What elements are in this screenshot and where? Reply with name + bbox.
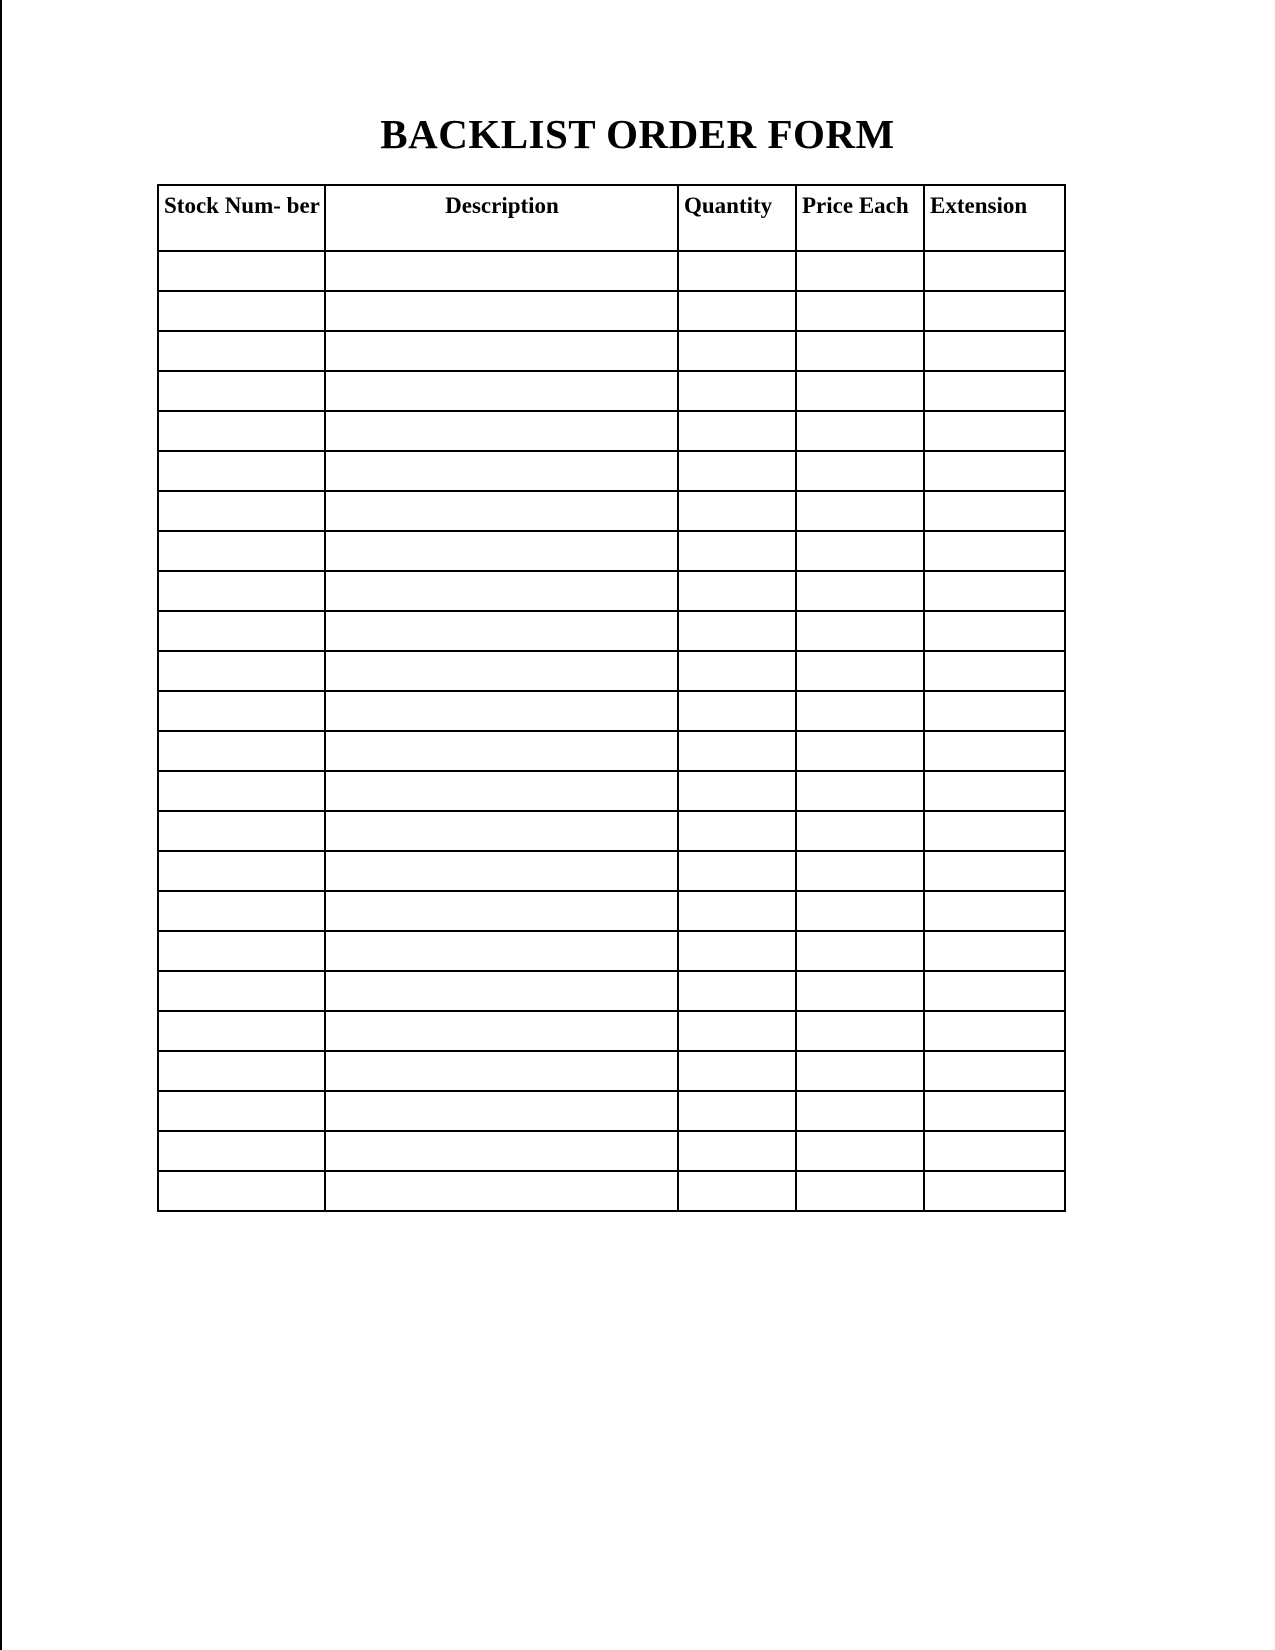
price-each-cell[interactable] xyxy=(796,611,924,651)
price-each-cell[interactable] xyxy=(796,811,924,851)
column-header-price-each: Price Each xyxy=(796,185,924,251)
description-cell[interactable] xyxy=(325,331,678,371)
price-each-cell[interactable] xyxy=(796,851,924,891)
price-each-cell[interactable] xyxy=(796,371,924,411)
description-cell[interactable] xyxy=(325,611,678,651)
price-each-cell[interactable] xyxy=(796,1011,924,1051)
description-cell[interactable] xyxy=(325,971,678,1011)
price-each-cell[interactable] xyxy=(796,1051,924,1091)
extension-cell[interactable] xyxy=(924,531,1065,571)
quantity-cell[interactable] xyxy=(678,571,796,611)
order-table xyxy=(157,184,1066,1212)
quantity-cell[interactable] xyxy=(678,331,796,371)
description-cell[interactable] xyxy=(325,731,678,771)
order-row xyxy=(158,411,1065,451)
stock-number-cell[interactable] xyxy=(158,691,325,731)
description-cell[interactable] xyxy=(325,1051,678,1091)
order-row xyxy=(158,811,1065,851)
quantity-cell[interactable] xyxy=(678,1051,796,1091)
quantity-cell[interactable] xyxy=(678,611,796,651)
order-row xyxy=(158,1131,1065,1171)
extension-cell[interactable] xyxy=(924,1011,1065,1051)
quantity-cell[interactable] xyxy=(678,891,796,931)
order-row xyxy=(158,851,1065,891)
order-row xyxy=(158,651,1065,691)
order-row xyxy=(158,611,1065,651)
quantity-cell[interactable] xyxy=(678,691,796,731)
quantity-cell[interactable] xyxy=(678,1011,796,1051)
form-title: BACKLIST ORDER FORM xyxy=(380,111,895,157)
stock-number-cell[interactable] xyxy=(158,291,325,331)
stock-number-cell[interactable] xyxy=(158,451,325,491)
quantity-cell[interactable] xyxy=(678,971,796,1011)
extension-cell[interactable] xyxy=(924,731,1065,771)
extension-cell[interactable] xyxy=(924,691,1065,731)
stock-number-cell[interactable] xyxy=(158,1131,325,1171)
extension-cell[interactable] xyxy=(924,651,1065,691)
description-cell[interactable] xyxy=(325,531,678,571)
extension-cell[interactable] xyxy=(924,931,1065,971)
extension-cell[interactable] xyxy=(924,1051,1065,1091)
description-cell[interactable] xyxy=(325,451,678,491)
description-cell[interactable] xyxy=(325,811,678,851)
quantity-cell[interactable] xyxy=(678,491,796,531)
stock-number-cell[interactable] xyxy=(158,531,325,571)
order-row xyxy=(158,251,1065,291)
stock-number-cell[interactable] xyxy=(158,491,325,531)
extension-cell[interactable] xyxy=(924,1091,1065,1131)
description-cell[interactable] xyxy=(325,251,678,291)
stock-number-cell[interactable] xyxy=(158,411,325,451)
stock-number-cell[interactable] xyxy=(158,371,325,411)
column-header-stock-number: Stock Num- ber xyxy=(158,185,325,251)
description-cell[interactable] xyxy=(325,1091,678,1131)
quantity-cell[interactable] xyxy=(678,251,796,291)
stock-number-cell[interactable] xyxy=(158,851,325,891)
description-cell[interactable] xyxy=(325,691,678,731)
order-row xyxy=(158,931,1065,971)
extension-cell[interactable] xyxy=(924,291,1065,331)
stock-number-cell[interactable] xyxy=(158,771,325,811)
order-row xyxy=(158,691,1065,731)
price-each-cell[interactable] xyxy=(796,651,924,691)
extension-cell[interactable] xyxy=(924,371,1065,411)
stock-number-cell[interactable] xyxy=(158,891,325,931)
stock-number-cell[interactable] xyxy=(158,251,325,291)
page-left-edge xyxy=(0,0,2,1650)
stock-number-cell[interactable] xyxy=(158,331,325,371)
description-cell[interactable] xyxy=(325,851,678,891)
price-each-cell[interactable] xyxy=(796,771,924,811)
stock-number-cell[interactable] xyxy=(158,971,325,1011)
order-row xyxy=(158,491,1065,531)
description-cell[interactable] xyxy=(325,891,678,931)
stock-number-cell[interactable] xyxy=(158,1171,325,1211)
extension-cell[interactable] xyxy=(924,851,1065,891)
extension-cell[interactable] xyxy=(924,1131,1065,1171)
description-cell[interactable] xyxy=(325,1131,678,1171)
description-cell[interactable] xyxy=(325,571,678,611)
description-cell[interactable] xyxy=(325,771,678,811)
description-cell[interactable] xyxy=(325,371,678,411)
extension-cell[interactable] xyxy=(924,251,1065,291)
price-each-cell[interactable] xyxy=(796,531,924,571)
extension-cell[interactable] xyxy=(924,411,1065,451)
quantity-cell[interactable] xyxy=(678,1131,796,1171)
price-each-cell[interactable] xyxy=(796,691,924,731)
quantity-cell[interactable] xyxy=(678,371,796,411)
quantity-cell[interactable] xyxy=(678,811,796,851)
order-row xyxy=(158,1011,1065,1051)
order-row xyxy=(158,731,1065,771)
order-row xyxy=(158,451,1065,491)
header-row xyxy=(158,185,1065,251)
price-each-cell[interactable] xyxy=(796,971,924,1011)
description-cell[interactable] xyxy=(325,651,678,691)
stock-number-cell[interactable] xyxy=(158,651,325,691)
quantity-cell[interactable] xyxy=(678,771,796,811)
price-each-cell[interactable] xyxy=(796,331,924,371)
description-cell[interactable] xyxy=(325,931,678,971)
order-row xyxy=(158,571,1065,611)
price-each-cell[interactable] xyxy=(796,731,924,771)
description-cell[interactable] xyxy=(325,1011,678,1051)
extension-cell[interactable] xyxy=(924,811,1065,851)
order-row xyxy=(158,531,1065,571)
description-cell[interactable] xyxy=(325,291,678,331)
quantity-cell[interactable] xyxy=(678,451,796,491)
price-each-cell[interactable] xyxy=(796,1131,924,1171)
extension-cell[interactable] xyxy=(924,1171,1065,1211)
order-rows xyxy=(158,251,1065,1211)
quantity-cell[interactable] xyxy=(678,651,796,691)
order-row xyxy=(158,371,1065,411)
price-each-cell[interactable] xyxy=(796,251,924,291)
price-each-cell[interactable] xyxy=(796,1171,924,1211)
extension-cell[interactable] xyxy=(924,611,1065,651)
quantity-cell[interactable] xyxy=(678,531,796,571)
quantity-cell[interactable] xyxy=(678,411,796,451)
description-cell[interactable] xyxy=(325,411,678,451)
price-each-cell[interactable] xyxy=(796,291,924,331)
quantity-cell[interactable] xyxy=(678,1091,796,1131)
price-each-cell[interactable] xyxy=(796,1091,924,1131)
quantity-cell[interactable] xyxy=(678,851,796,891)
extension-cell[interactable] xyxy=(924,971,1065,1011)
column-header-description: Description xyxy=(325,185,678,251)
extension-cell[interactable] xyxy=(924,491,1065,531)
order-row xyxy=(158,771,1065,811)
price-each-cell[interactable] xyxy=(796,571,924,611)
column-header-quantity: Quantity xyxy=(678,185,796,251)
column-header-extension: Extension xyxy=(924,185,1065,251)
quantity-cell[interactable] xyxy=(678,1171,796,1211)
extension-cell[interactable] xyxy=(924,571,1065,611)
order-row xyxy=(158,891,1065,931)
stock-number-cell[interactable] xyxy=(158,571,325,611)
stock-number-cell[interactable] xyxy=(158,1051,325,1091)
extension-cell[interactable] xyxy=(924,451,1065,491)
order-row xyxy=(158,291,1065,331)
price-each-cell[interactable] xyxy=(796,451,924,491)
extension-cell[interactable] xyxy=(924,771,1065,811)
order-row xyxy=(158,1051,1065,1091)
stock-number-cell[interactable] xyxy=(158,731,325,771)
description-cell[interactable] xyxy=(325,491,678,531)
order-row xyxy=(158,1091,1065,1131)
order-row xyxy=(158,1171,1065,1211)
order-row xyxy=(158,971,1065,1011)
stock-number-cell[interactable] xyxy=(158,1011,325,1051)
quantity-cell[interactable] xyxy=(678,731,796,771)
stock-number-cell[interactable] xyxy=(158,811,325,851)
stock-number-cell[interactable] xyxy=(158,931,325,971)
price-each-cell[interactable] xyxy=(796,931,924,971)
order-row xyxy=(158,331,1065,371)
description-cell[interactable] xyxy=(325,1171,678,1211)
price-each-cell[interactable] xyxy=(796,891,924,931)
price-each-cell[interactable] xyxy=(796,491,924,531)
quantity-cell[interactable] xyxy=(678,931,796,971)
extension-cell[interactable] xyxy=(924,891,1065,931)
quantity-cell[interactable] xyxy=(678,291,796,331)
stock-number-cell[interactable] xyxy=(158,1091,325,1131)
price-each-cell[interactable] xyxy=(796,411,924,451)
extension-cell[interactable] xyxy=(924,331,1065,371)
stock-number-cell[interactable] xyxy=(158,611,325,651)
